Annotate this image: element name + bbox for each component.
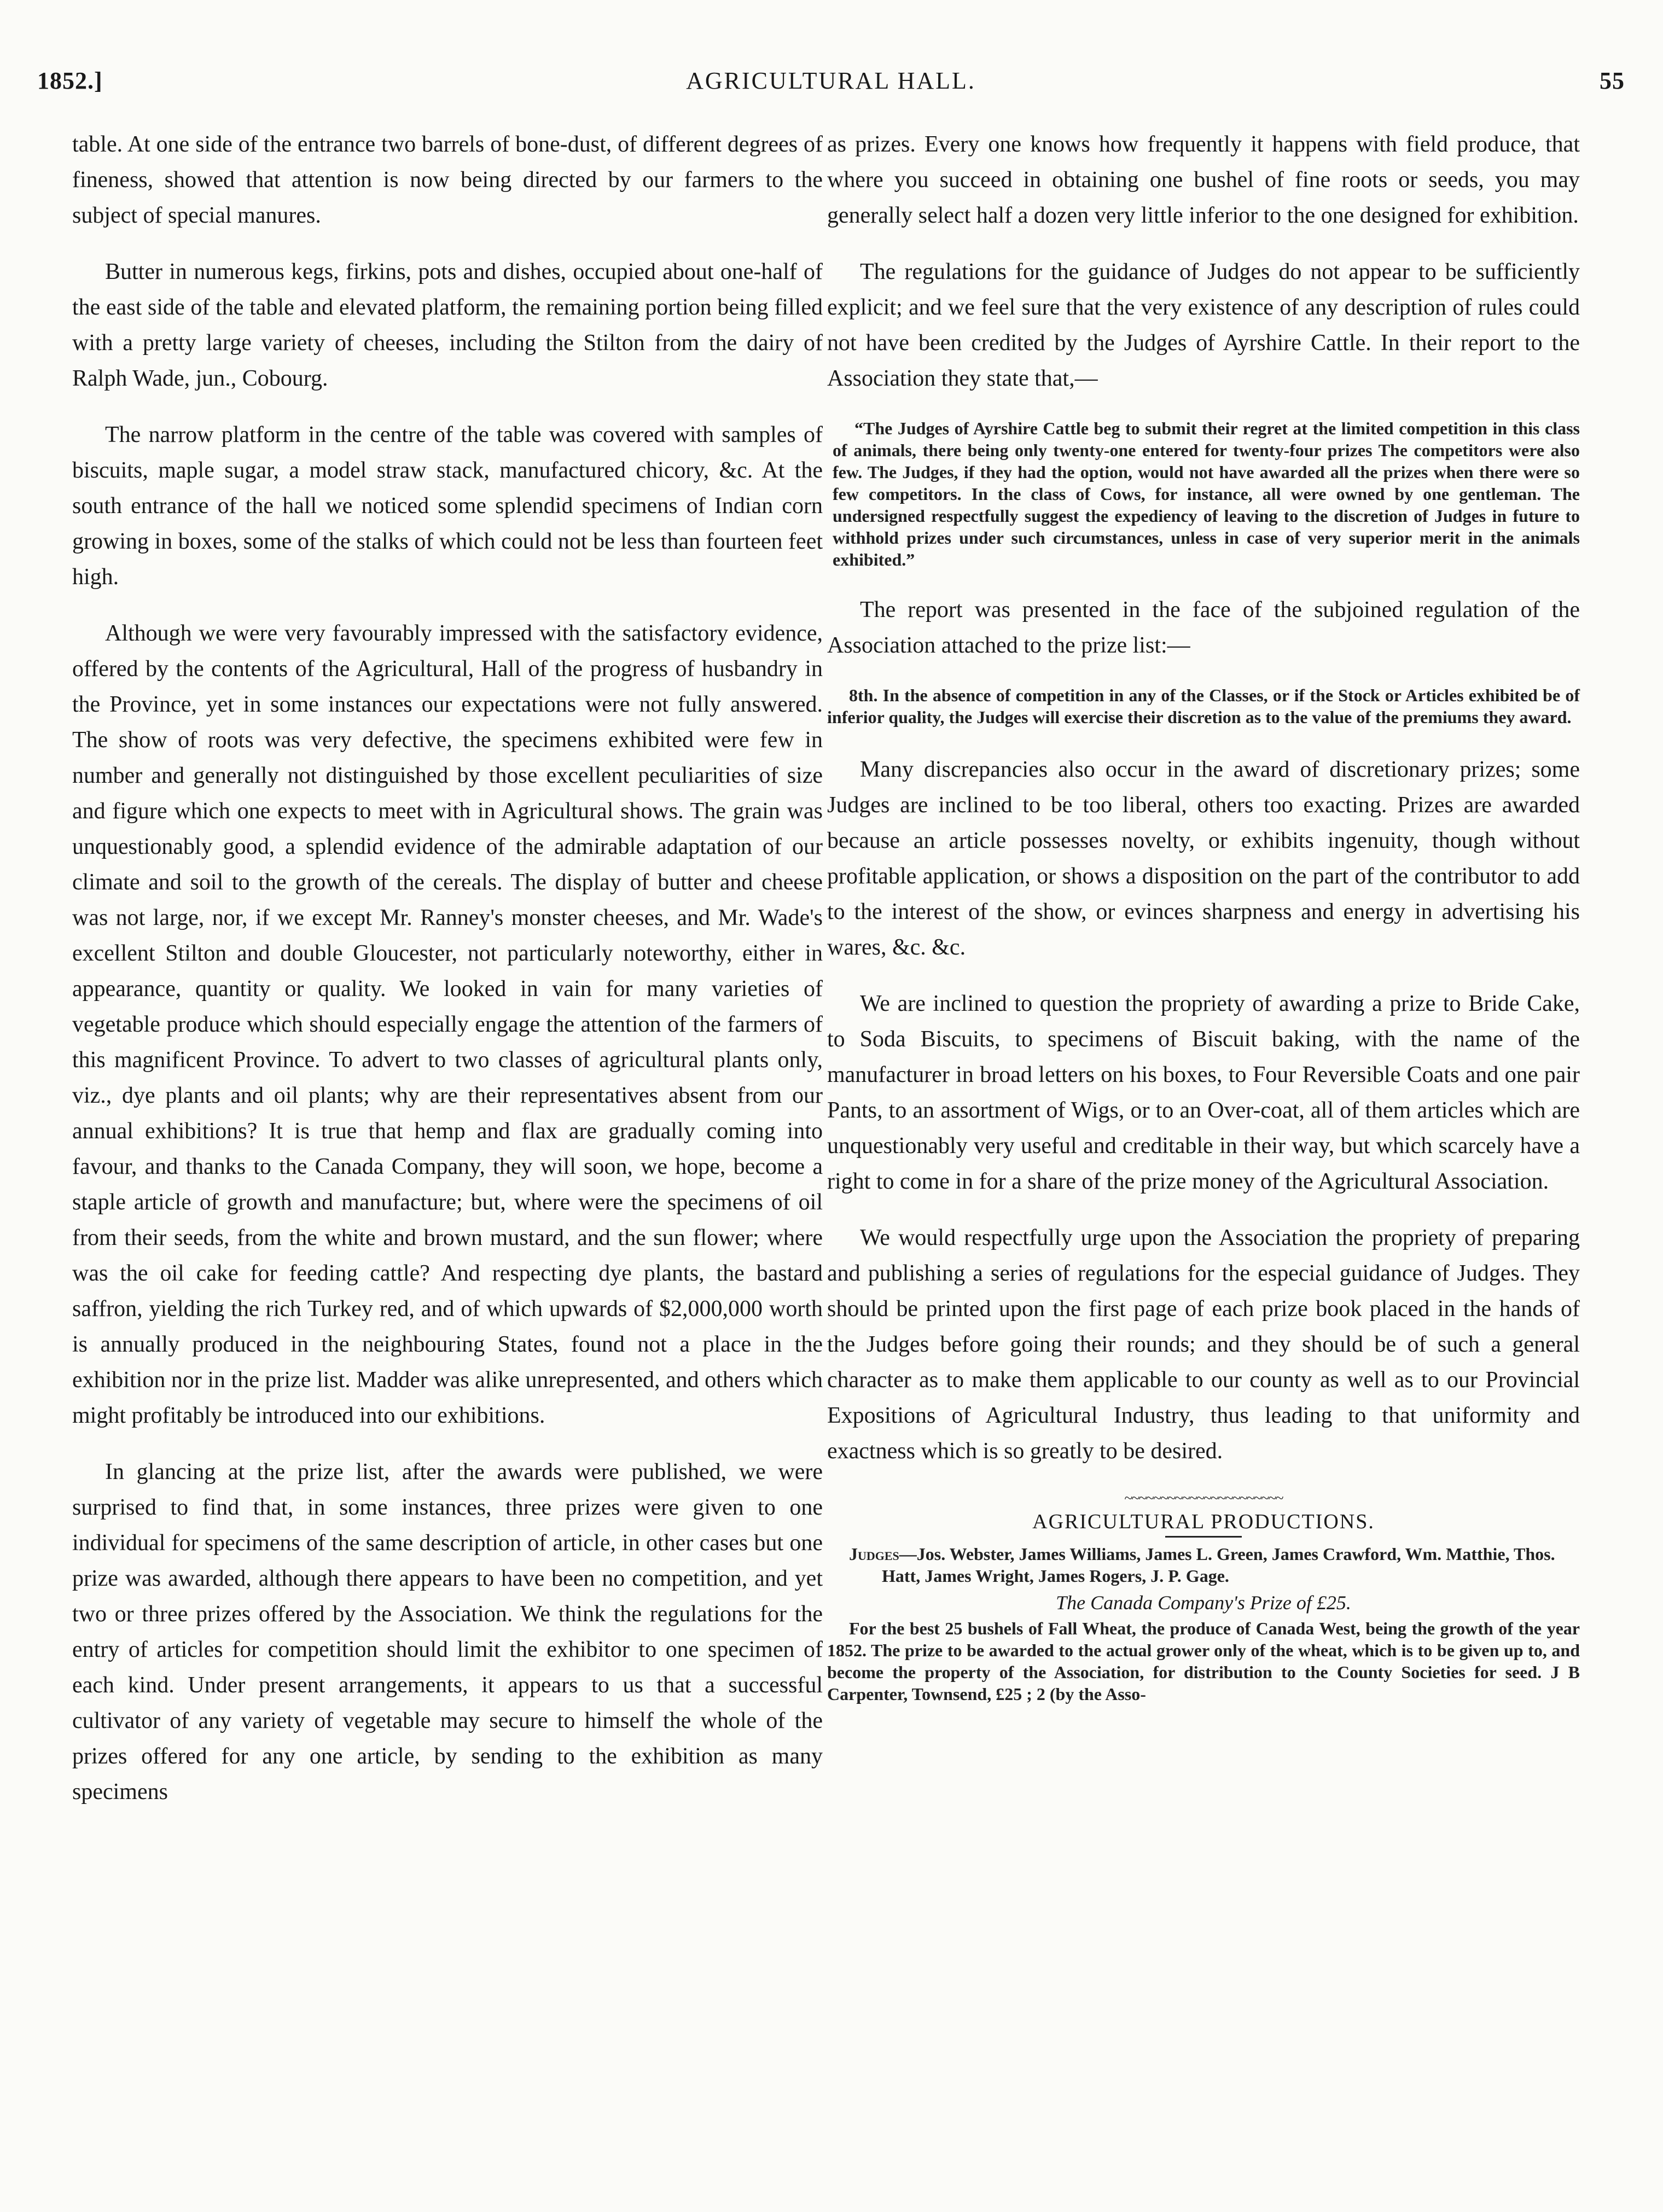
prize-text: For the best 25 bushels of Fall Wheat, the produce of Canada West, being the growth of the year 1852. The prize to be awarded to the actual grower only of the wheat, which is to be given up to, and become the property of the Association, for distribution to the County Societies for seed. J B Carpenter, Townsend, £25 ; 2 (by the Asso- [827,1619,1580,1704]
ayrshire-quote: “The Judges of Ayrshire Cattle beg to submit their regret at the limited competition in this class of animals, there being only twenty-one entered for twenty-four prizes The competitors were also few. The Judges, if they had the option, would not have awarded all the prizes when there were so few competitors. In the class of Cows, for instance, all were owned by one gentleman. The undersigned respectfully suggest the expediency of leaving to the discretion of Judges in future to withhold prizes under such circumstances, unless in case of very superior merit in the animals exhibited.” [833,418,1580,569]
judges-names: —Jos. Webster, James Williams, James L. Green, James Crawford, Wm. Matthie, Thos. Hatt, James Wright, James Rogers, J. P. Gage. [882,1544,1555,1586]
section-ornament: ~~~~~~~~~~~~~~~~~~~~~~ [1124,1490,1283,1507]
left-column [72,127,823,1831]
page-number: 55 [1600,67,1625,94]
paragraph-prize-list: In glancing at the prize list, after the awards were published, we were surprised to find that, in some instances, three prizes were given to one individual for specimens of the same description of article, in other cases but one prize was awarded, although there appears to have been no competition, and yet two or three prizes offered by the Association. We think the regulations for the entry of articles for competition should limit the exhibitor to one specimen of each kind. Under present arrangements, it appears to us that a successful cultivator of any variety of vegetable may secure to himself the whole of the prizes offered for any one article, by sending to the exhibition as many specimens [72,1459,823,1804]
paragraph-butter: Butter in numerous kegs, firkins, pots and dishes, occupied about one-half of the east side of the table and elevated platform, the remaining portion being filled with a pretty large variety of cheeses, including the Stilton from the dairy of Ralph Wade, jun., Cobourg. [72,259,823,391]
paragraph-bone-dust: table. At one side of the entrance two barrels of bone-dust, of different degrees of fineness, showed that attention is now being directed by our farmers to the subject of special manures. [72,132,823,228]
paragraph-continuation: as prizes. Every one knows how frequently it happens with field produce, that where you succeed in obtaining one bushel of fine roots or seeds, you may generally select half a dozen very little inferior to the one designed for exhibition. [827,132,1580,228]
paragraph-impressions: Although we were very favourably impressed with the satisfactory evidence, offered by the contents of the Agricultural, Hall of the progress of husbandry in the Province, yet in some instances our expectations were not fully answered. The show of roots was very defective, the specimens exhibited were few in number and generally not distinguished by those excellent peculiarities of size and figure which one expects to meet with in Agricultural shows. The grain was unquestionably good, a splendid evidence of the admirable adaptation of our climate and soil to the growth of the cereals. The display of butter and cheese was not large, nor, if we except Mr. Ranney's monster cheeses, and Mr. Wade's excellent Stilton and double Gloucester, not particularly noteworthy, either in appearance, quantity or quality. We looked in vain for many varieties of vegetable produce which should especially engage the attention of the farmers of this magnificent Province. To advert to two classes of agricultural plants only, viz., dye plants and oil plants; why are their representatives absent from our annual exhibitions? It is true that hemp and flax are gradually coming into favour, and thanks to the Canada Company, they will soon, we hope, become a staple article of growth and manufacture; but, where were the specimens of oil from their seeds, from the white and brown mustard, and the sun flower; where was the oil cake for feeding cattle? And respecting dye plants, the bastard saffron, yielding the rich Turkey red, and of which upwards of $2,000,000 worth is annually produced in the neighbouring States, found not a place in the exhibition nor in the prize list. Madder was alike unrepresented, and others which might profitably be introduced into our exhibitions. [72,621,823,1428]
running-title: AGRICULTURAL HALL. [686,67,976,94]
section-title: AGRICULTURAL PRODUCTIONS. [1032,1510,1375,1533]
right-column [827,127,1580,1705]
regulation-8th: 8th. In the absence of competition in any of the Classes, or if the Stock or Articles exhibited be of inferior quality, the Judges will exercise their discretion as to the value of the premiums they award. [827,685,1580,727]
paragraph-regulations: The regulations for the guidance of Judges do not appear to be sufficiently explicit; and we feel sure that the very existence of any description of rules could not have been credited by the Judges of Ayrshire Cattle. In their report to the Association they state that,— [827,259,1580,391]
judges-list [827,1543,1580,1587]
judges-label: Judges [849,1544,899,1564]
page-header [37,33,1625,93]
paragraph-platform: The narrow platform in the centre of the table was covered with samples of biscuits, maple sugar, a model straw stack, manufactured chicory, &c. At the south entrance of the hall we noticed some splendid specimens of Indian corn growing in boxes, some of the stalks of which could not be less than fourteen feet high. [72,422,823,590]
paragraph-urge: We would respectfully urge upon the Association the propriety of preparing and publishing a series of regulations for the especial guidance of Judges. They should be printed upon the first page of each prize book placed in the hands of the Judges before going their rounds; and they should be of such a general character as to make them applicable to our county as well as to our Provincial Expositions of Agricultural Industry, thus leading to that uniformity and exactness which is so greatly to be desired. [827,1225,1580,1464]
paragraph-propriety: We are inclined to question the propriety of awarding a prize to Bride Cake, to Soda Biscuits, to specimens of Biscuit baking, with the name of the manufacturer in broad letters on his boxes, to Four Reversible Coats and one pair Pants, to an assortment of Wigs, or to an Over-coat, all of them articles which are unquestionably very useful and creditable in their way, but which scarcely have a right to come in for a share of the prize money of the Agricultural Association. [827,991,1580,1194]
paragraph-discrepancies: Many discrepancies also occur in the award of discretionary prizes; some Judges are inclined to be too liberal, others too exacting. Prizes are awarded because an article possesses novelty, or exhibits ingenuity, though without profitable application, or shows a disposition on the part of the contributor to add to the interest of the show, or evinces sharpness and energy in advertising his wares, &c. &c. [827,757,1580,960]
paragraph-report-note: The report was presented in the face of the subjoined regulation of the Association attached to the prize list:— [827,597,1580,658]
prize-heading: The Canada Company's Prize of £25. [1056,1592,1351,1614]
section-rule [1165,1536,1242,1538]
header-year: 1852.] [37,67,103,94]
